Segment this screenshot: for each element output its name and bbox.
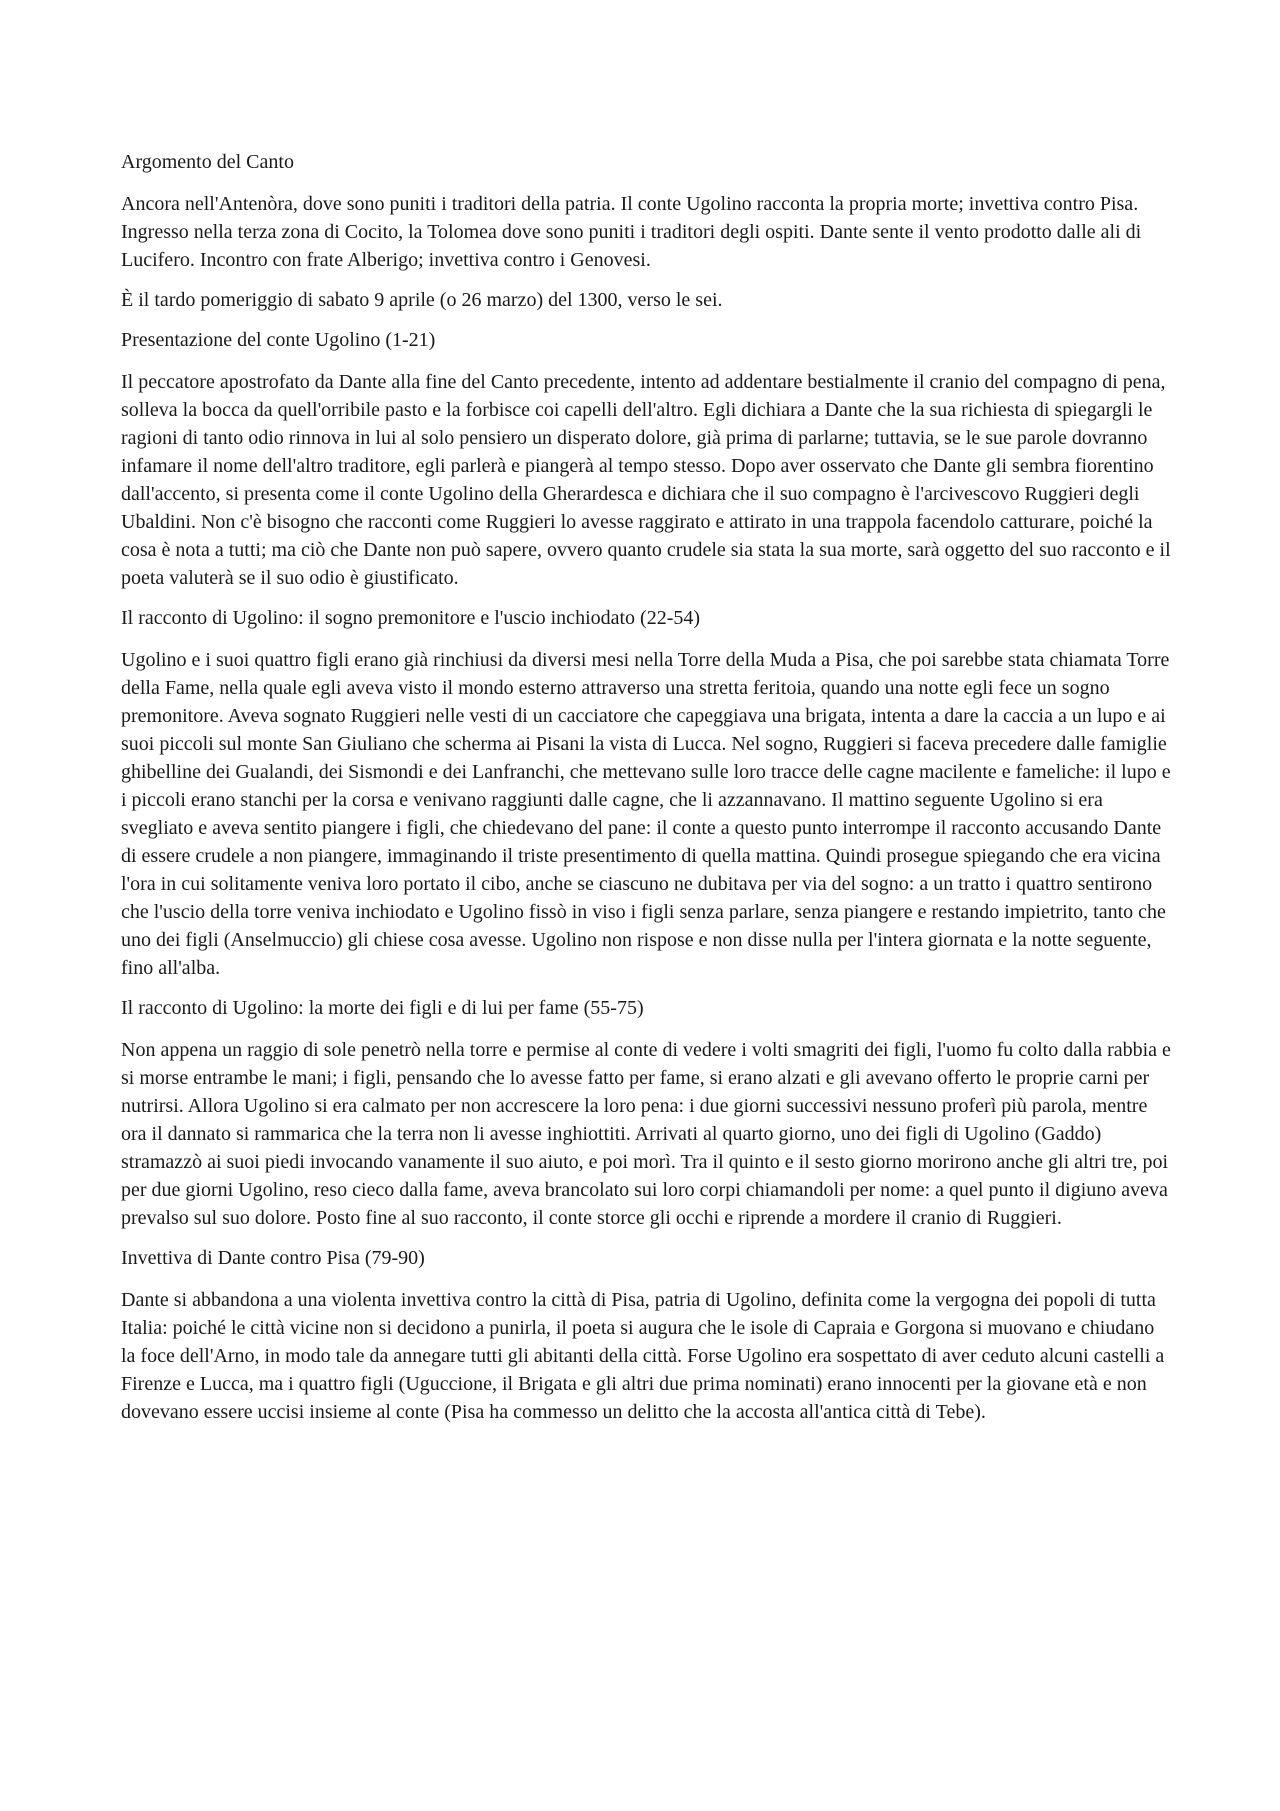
section-heading: Presentazione del conte Ugolino (1-21) [121, 329, 436, 351]
section-heading: Il racconto di Ugolino: la morte dei figli e di lui per fame (55-75) [121, 997, 644, 1019]
paragraph: Il peccatore apostrofato da Dante alla fine del Canto precedente, intento ad addentare bestialmente il cranio del compagno di pena, solleva la bocca da quell'orribile pasto e la forbisce coi capelli dell'altro. Egli dichiara a Dante che la sua richiesta di spiegargli le ragioni di tanto odio rinnova in lui al solo pensiero un disperato dolore, già prima di parlarne; tuttavia, se le sue parole dovranno infamare il nome dell'altro traditore, egli parlerà e piangerà al tempo stesso. Dopo aver osservato che Dante gli sembra fiorentino dall'accento, si presenta come il conte Ugolino della Gherardesca e dichiara che il suo compagno è l'arcivescovo Ruggieri degli Ubaldini. Non c'è bisogno che racconti come Ruggieri lo avesse raggirato e attirato in una trappola facendolo catturare, poiché la cosa è nota a tutti; ma ciò che Dante non può sapere, ovvero quanto crudele sia stata la sua morte, sarà oggetto del suo racconto e il poeta valuterà se il suo odio è giustificato. [121, 371, 1171, 589]
paragraph: Non appena un raggio di sole penetrò nella torre e permise al conte di vedere i volti smagriti dei figli, l'uomo fu colto dalla rabbia e si morse entrambe le mani; i figli, pensando che lo avesse fatto per fame, si erano alzati e gli avevano offerto le proprie carni per nutrirsi. Allora Ugolino si era calmato per non accrescere la loro pena: i due giorni successivi nessuno proferì più parola, mentre ora il dannato si rammarica che la terra non li avesse inghiottiti. Arrivati al quarto giorno, uno dei figli di Ugolino (Gaddo) stramazzò ai suoi piedi invocando vanamente il suo aiuto, e poi morì. Tra il quinto e il sesto giorno morirono anche gli altri tre, poi per due giorni Ugolino, reso cieco dalla fame, aveva brancolato sui loro corpi chiamandoli per nome: a quel punto il digiuno aveva prevalso sul suo dolore. Posto fine al suo racconto, il conte storce gli occhi e riprende a mordere il cranio di Ruggieri. [121, 1039, 1171, 1229]
document-page [121, 148, 1171, 1438]
section-heading: Il racconto di Ugolino: il sogno premonitore e l'uscio inchiodato (22-54) [121, 607, 701, 629]
paragraph: Ugolino e i suoi quattro figli erano già rinchiusi da diversi mesi nella Torre della Muda a Pisa, che poi sarebbe stata chiamata Torre della Fame, nella quale egli aveva visto il mondo esterno attraverso una stretta feritoia, quando una notte egli fece un sogno premonitore. Aveva sognato Ruggieri nelle vesti di un cacciatore che capeggiava una brigata, intenta a dare la caccia a un lupo e ai suoi piccoli sul monte San Giuliano che scherma ai Pisani la vista di Lucca. Nel sogno, Ruggieri si faceva precedere dalle famiglie ghibelline dei Gualandi, dei Sismondi e dei Lanfranchi, che mettevano sulle loro tracce delle cagne macilente e fameliche: il lupo e i piccoli erano stanchi per la corsa e venivano raggiunti dalle cagne, che li azzannavano. Il mattino seguente Ugolino si era svegliato e aveva sentito piangere i figli, che chiedevano del pane: il conte a questo punto interrompe il racconto accusando Dante di essere crudele a non piangere, immaginando il triste presentimento di quella mattina. Quindi prosegue spiegando che era vicina l'ora in cui solitamente veniva loro portato il cibo, anche se ciascuno ne dubitava per via del sogno: a un tratto i quattro sentirono che l'uscio della torre veniva inchiodato e Ugolino fissò in viso i figli senza parlare, senza piangere e restando impietrito, tanto che uno dei figli (Anselmuccio) gli chiese cosa avesse. Ugolino non rispose e non disse nulla per l'intera giornata e la notte seguente, fino all'alba. [121, 649, 1171, 979]
paragraph: Dante si abbandona a una violenta invettiva contro la città di Pisa, patria di Ugolino, definita come la vergogna dei popoli di tutta Italia: poiché le città vicine non si decidono a punirla, il poeta si augura che le isole di Capraia e Gorgona si muovano e chiudano la foce dell'Arno, in modo tale da annegare tutti gli abitanti della città. Forse Ugolino era sospettato di aver ceduto alcuni castelli a Firenze e Lucca, ma i quattro figli (Uguccione, il Brigata e gli altri due prima nominati) erano innocenti per la giovane età e non dovevano essere uccisi insieme al conte (Pisa ha commesso un delitto che la accosta all'antica città di Tebe). [121, 1289, 1165, 1423]
section-heading: Argomento del Canto [121, 151, 294, 173]
paragraph: Ancora nell'Antenòra, dove sono puniti i traditori della patria. Il conte Ugolino racconta la propria morte; invettiva contro Pisa. Ingresso nella terza zona di Cocito, la Tolomea dove sono puniti i traditori degli ospiti. Dante sente il vento prodotto dalle ali di Lucifero. Incontro con frate Alberigo; invettiva contro i Genovesi. [121, 193, 1142, 271]
paragraph: È il tardo pomeriggio di sabato 9 aprile (o 26 marzo) del 1300, verso le sei. [121, 289, 723, 311]
section-heading: Invettiva di Dante contro Pisa (79-90) [121, 1247, 425, 1269]
